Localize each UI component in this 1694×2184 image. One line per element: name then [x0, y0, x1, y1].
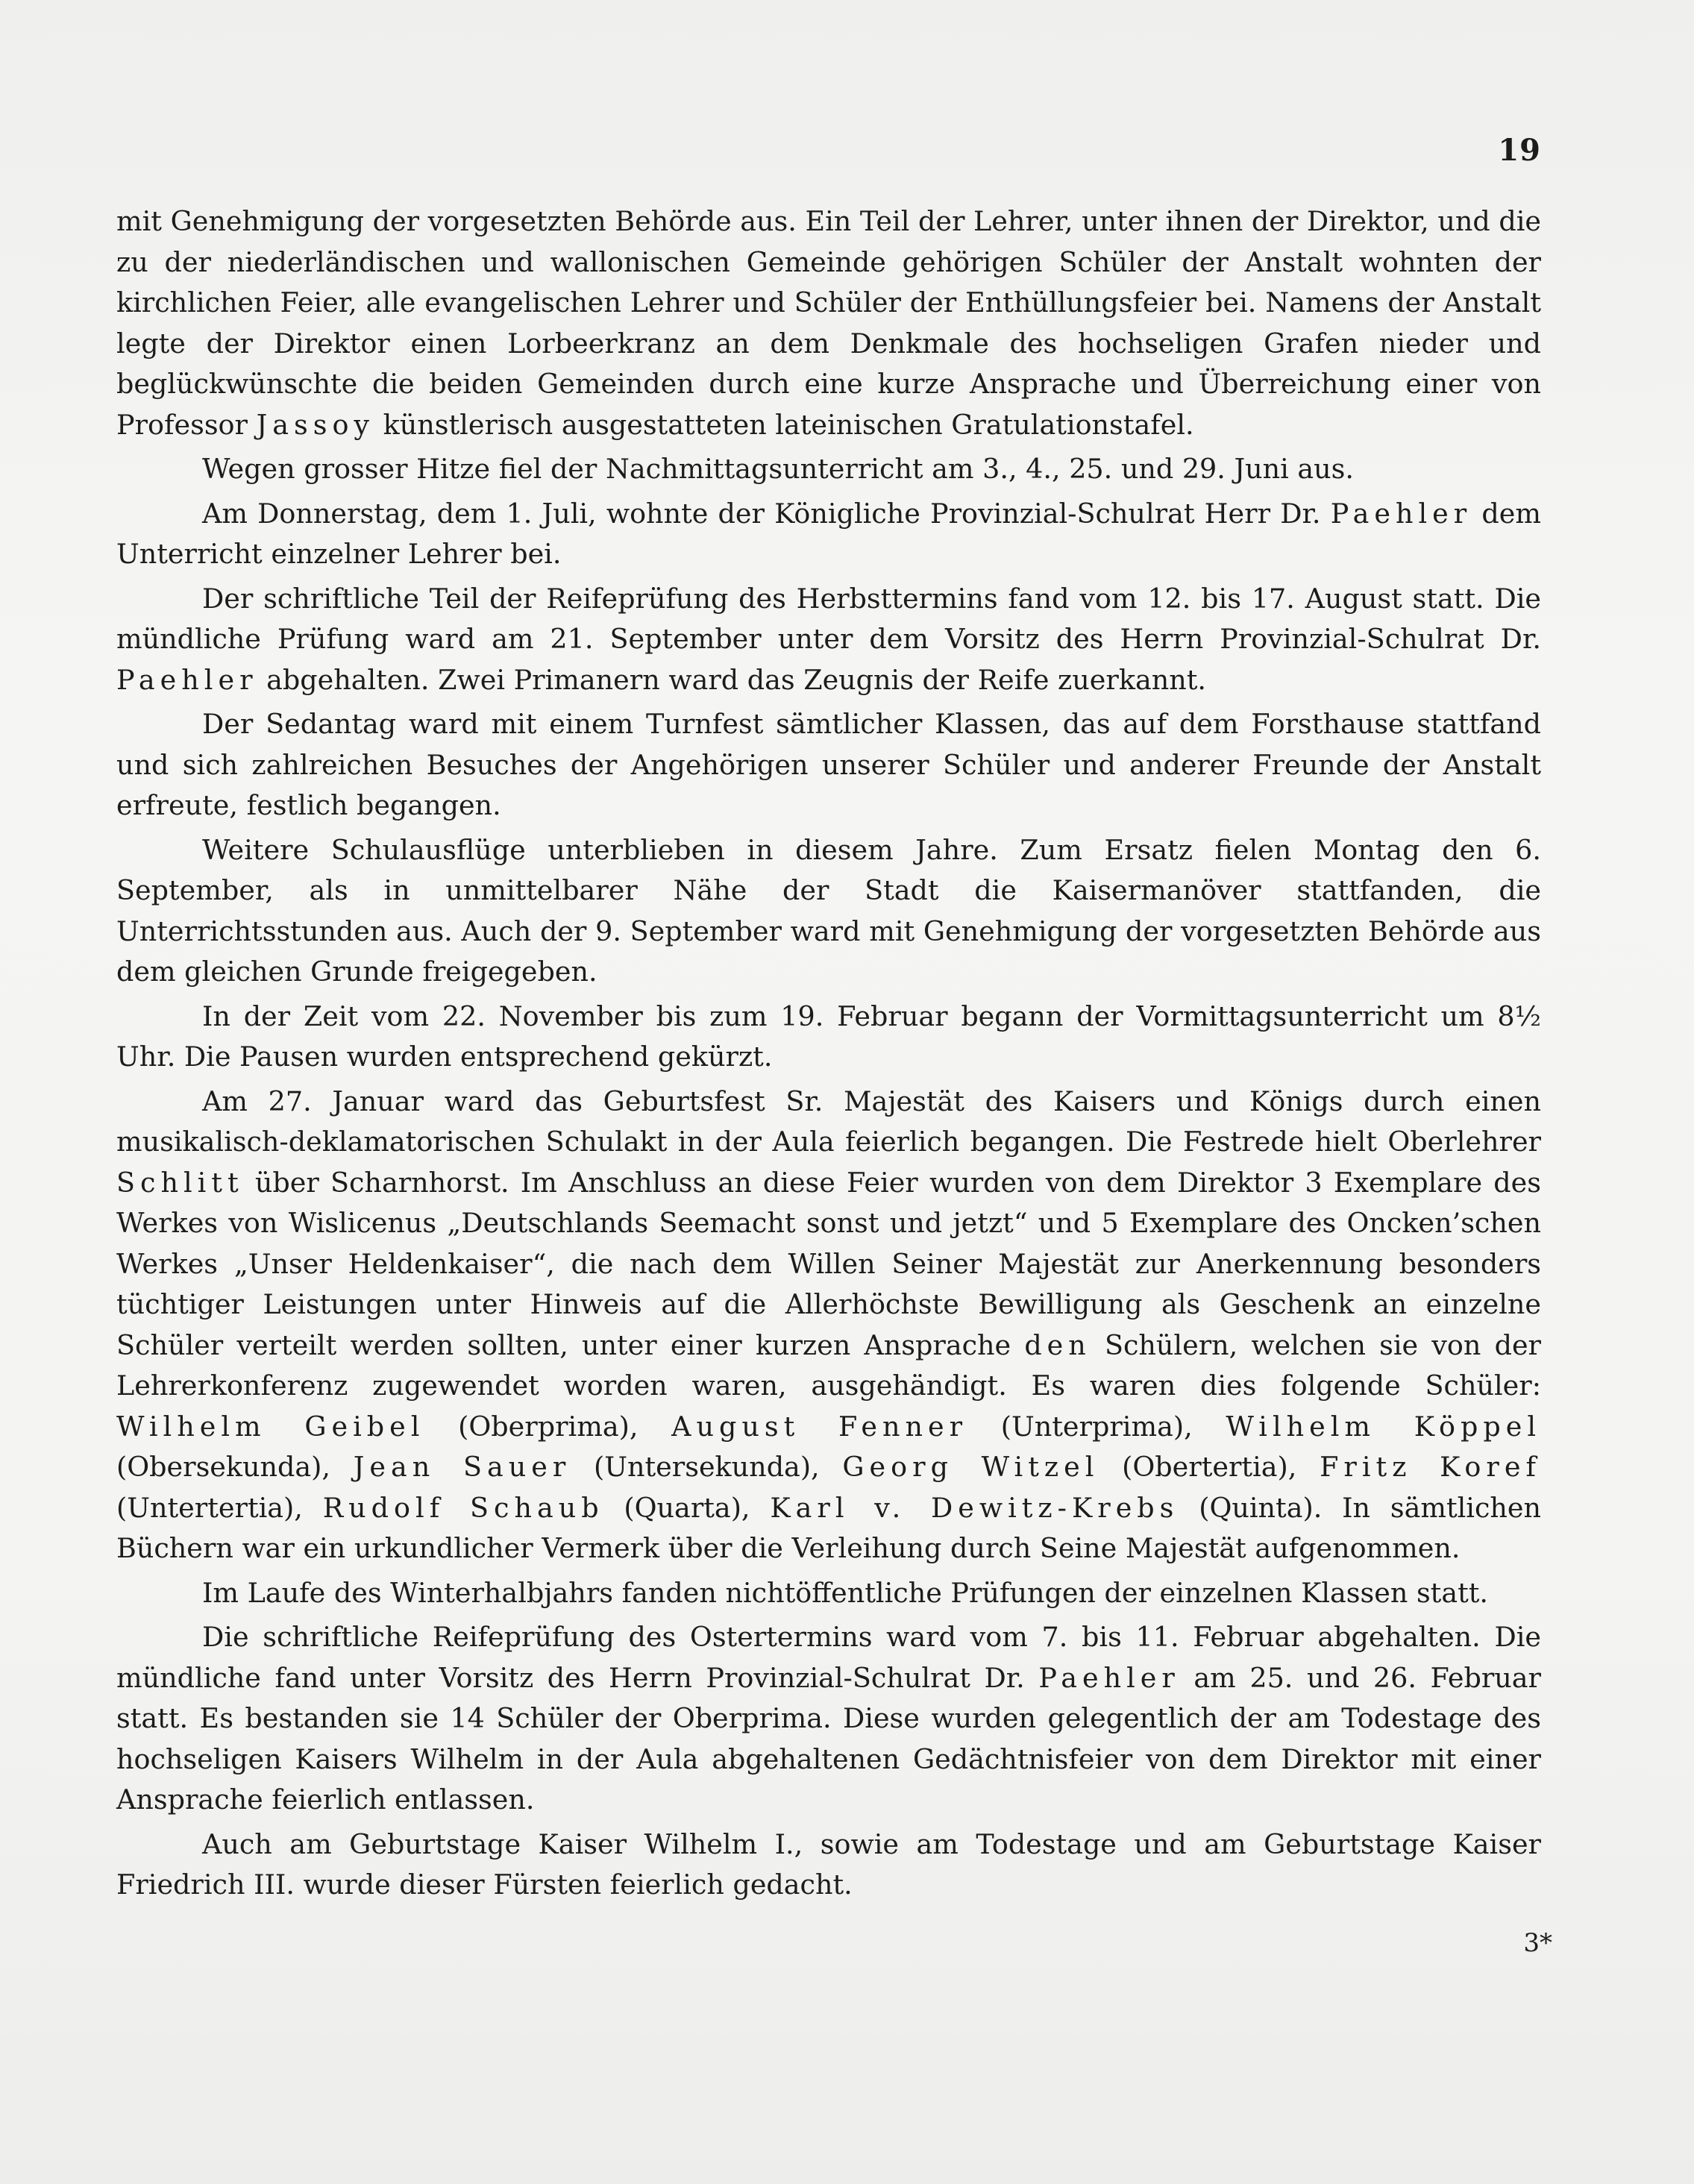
paragraph-text: Auch am Geburtstage Kaiser Wilhelm I., sowie am Todestage und am Geburtstage Kaiser Friedrich III. wurde dieser Fürsten feierlich gedacht. — [116, 1827, 1541, 1901]
paragraph-text: (Untertertia), — [116, 1491, 323, 1524]
paragraph-p11 — [116, 1824, 1541, 1906]
paragraph-text: (Unterprima), — [967, 1410, 1226, 1443]
paragraph-text: abgehalten. Zwei Primanern ward das Zeugnis der Reife zuerkannt. — [257, 663, 1206, 696]
paragraph-text: Der Sedantag ward mit einem Turnfest sämtlicher Klassen, das auf dem Forsthause stattfand und sich zahlreichen Besuches der Angehörigen unserer Schüler und anderer Freunde der Anstalt erfreute, festlich begangen. — [116, 708, 1541, 821]
paragraph-text: Der schriftliche Teil der Reifeprüfung des Herbsttermins fand vom 12. bis 17. August statt. Die mündliche Prüfung ward am 21. September unter dem Vorsitz des Herrn Provinzial-Schulrat Dr. — [116, 582, 1541, 655]
paragraph-p5 — [116, 704, 1541, 826]
spaced-name: Wilhelm Köppel — [1226, 1410, 1542, 1443]
paragraph-text: Weitere Schulausflüge unterblieben in diesem Jahre. Zum Ersatz fielen Montag den 6. September, als in unmittelbarer Nähe der Stadt die Kaisermanöver stattfanden, die Unterrichtsstunden aus. Auch der 9. September ward mit Genehmigung der vorgesetzten Behörde aus dem gleichen Grunde freigegeben. — [116, 833, 1541, 988]
paragraph-text: (Oberprima), — [424, 1410, 672, 1443]
spaced-name: August Fenner — [671, 1410, 968, 1443]
paragraph-text: (Quarta), — [603, 1491, 771, 1524]
paragraph-text: (Obertertia), — [1099, 1451, 1320, 1483]
paragraph-text: In der Zeit vom 22. November bis zum 19. Februar begann der Vormittagsunterricht um 8½ Uhr. Die Pausen wurden entsprechend gekürzt. — [116, 1000, 1541, 1073]
paragraph-text: über Scharnhorst. Im Anschluss an diese Feier wurden von dem Direktor 3 Exemplare des Werkes von Wislicenus „Deutschlands Seemacht sonst und jetzt“ und 5 Exemplare des Oncken’schen Werkes „Unser Heldenkaiser“, die nach dem Willen Seiner Majestät zur Anerkennung besonders tüchtiger Leistungen unter Hinweis auf die Allerhöchste Bewilligung als Geschenk an einzelne Schüler verteilt werden sollten, unter einer kurzen Ansprache — [116, 1166, 1541, 1361]
paragraph-text: Am Donnerstag, dem 1. Juli, wohnte der Königliche Provinzial-Schulrat Herr Dr. — [202, 497, 1331, 530]
paragraph-p8 — [116, 1082, 1541, 1569]
paragraph-p3 — [116, 494, 1541, 575]
spaced-name: Georg Witzel — [842, 1451, 1099, 1483]
spaced-name: Wilhelm Geibel — [116, 1410, 425, 1443]
spaced-name: Fritz Koref — [1320, 1451, 1541, 1483]
paragraph-text: (Quinta). In sämtlichen Büchern war ein urkundlicher Vermerk über die Verleihung durch Seine Majestät aufgenommen. — [116, 1491, 1542, 1564]
paragraph-p9 — [116, 1573, 1541, 1614]
paragraph-text: (Obersekunda), — [116, 1451, 354, 1483]
body-text — [116, 201, 1541, 1910]
spaced-name: Schlitt — [116, 1166, 244, 1199]
paragraph-p6 — [116, 830, 1541, 993]
paragraph-gap — [116, 1906, 1541, 1910]
paragraph-text: (Untersekunda), — [571, 1451, 843, 1483]
spaced-name: Paehler — [1038, 1661, 1180, 1694]
spaced-name: Karl v. Dewitz-Krebs — [770, 1491, 1179, 1524]
spaced-name: Jassoy — [256, 408, 375, 441]
paragraph-text: am 25. und 26. Februar statt. Es bestanden sie 14 Schüler der Oberprima. Diese wurden gelegentlich der am Todestage des hochseligen Kaisers Wilhelm in der Aula abgehaltenen Gedächtnisfeier von dem Direktor mit einer Ansprache feierlich entlassen. — [116, 1661, 1541, 1816]
signature-mark: 3* — [1523, 1928, 1552, 1958]
spaced-name: den — [1024, 1328, 1091, 1361]
paragraph-text: Schülern, welchen sie von der Lehrerkonferenz zugewendet worden waren, ausgehändigt. Es waren dies folgende Schüler: — [116, 1328, 1541, 1402]
paragraph-text: Die schriftliche Reifeprüfung des Ostertermins ward vom 7. bis 11. Februar abgehalten. Die mündliche fand unter Vorsitz des Herrn Provinzial-Schulrat Dr. — [116, 1621, 1541, 1694]
paragraph-text: künstlerisch ausgestatteten lateinischen Gratulationstafel. — [374, 408, 1194, 441]
paragraph-text: Am 27. Januar ward das Geburtsfest Sr. Majestät des Kaisers und Königs durch einen musikalisch-deklamatorischen Schulakt in der Aula feierlich begangen. Die Festrede hielt Oberlehrer — [116, 1085, 1541, 1158]
paragraph-text: Wegen grosser Hitze fiel der Nachmittagsunterricht am 3., 4., 25. und 29. Juni aus. — [202, 453, 1354, 485]
paragraph-text: mit Genehmigung der vorgesetzten Behörde aus. Ein Teil der Lehrer, unter ihnen der Direktor, und die zu der niederländischen und wallonischen Gemeinde gehörigen Schüler der Anstalt wohnten der kirchlichen Feier, alle evangelischen Lehrer und Schüler der Enthüllungsfeier bei. Namens der Anstalt legte der Direktor einen Lorbeerkranz an dem Denkmale des hochseligen Grafen nieder und beglückwünschte die beiden Gemeinden durch eine kurze Ansprache und Überreichung einer von Professor — [116, 205, 1541, 441]
paragraph-p10 — [116, 1617, 1541, 1821]
paragraph-p4 — [116, 579, 1541, 701]
paragraph-p7 — [116, 997, 1541, 1078]
paragraph-p2 — [116, 449, 1541, 490]
page-number: 19 — [1498, 133, 1541, 168]
paragraph-text: dem Unterricht einzelner Lehrer bei. — [116, 497, 1541, 570]
spaced-name: Paehler — [1330, 497, 1472, 530]
spaced-name: Jean Sauer — [353, 1451, 571, 1483]
paragraph-text: Im Laufe des Winterhalbjahrs fanden nichtöffentliche Prüfungen der einzelnen Klassen statt. — [202, 1576, 1489, 1609]
spaced-name: Paehler — [116, 663, 258, 696]
paragraph-p1 — [116, 201, 1541, 445]
spaced-name: Rudolf Schaub — [322, 1491, 604, 1524]
